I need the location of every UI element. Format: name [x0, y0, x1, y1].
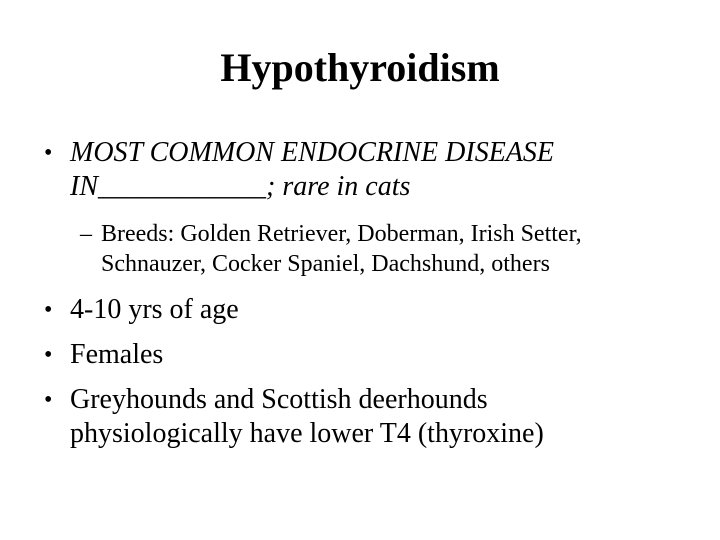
bullet-dot-icon: •	[44, 297, 53, 323]
bullet-age	[44, 293, 684, 327]
bullet-females	[44, 338, 684, 372]
sub-bullet-breeds	[80, 219, 700, 281]
bullet-line-2: IN____________; rare in cats	[70, 171, 411, 202]
bullet-line-1: Greyhounds and Scottish deerhounds	[70, 384, 488, 415]
bullet-text	[70, 383, 544, 451]
bullet-text	[70, 293, 239, 327]
bullet-line-1: Females	[70, 339, 164, 370]
dash-icon: –	[80, 221, 92, 247]
bullet-text	[70, 136, 554, 204]
bullet-text	[70, 338, 163, 372]
bullet-line-1: 4-10 yrs of age	[70, 294, 239, 325]
bullet-dot-icon: •	[44, 387, 53, 413]
bullet-line-2: physiologically have lower T4 (thyroxine)	[70, 418, 544, 449]
bullet-greyhounds	[44, 383, 684, 453]
bullet-line-1: MOST COMMON ENDOCRINE DISEASE	[70, 137, 555, 168]
bullet-dot-icon: •	[44, 342, 53, 368]
slide-title: Hypothyroidism	[220, 45, 500, 90]
bullet-most-common-disease	[44, 136, 684, 206]
sub-bullet-text	[101, 219, 582, 279]
sub-bullet-line-1: Breeds: Golden Retriever, Doberman, Irish Setter,	[101, 221, 582, 247]
sub-bullet-line-2: Schnauzer, Cocker Spaniel, Dachshund, others	[101, 251, 550, 277]
bullet-dot-icon: •	[44, 140, 53, 166]
